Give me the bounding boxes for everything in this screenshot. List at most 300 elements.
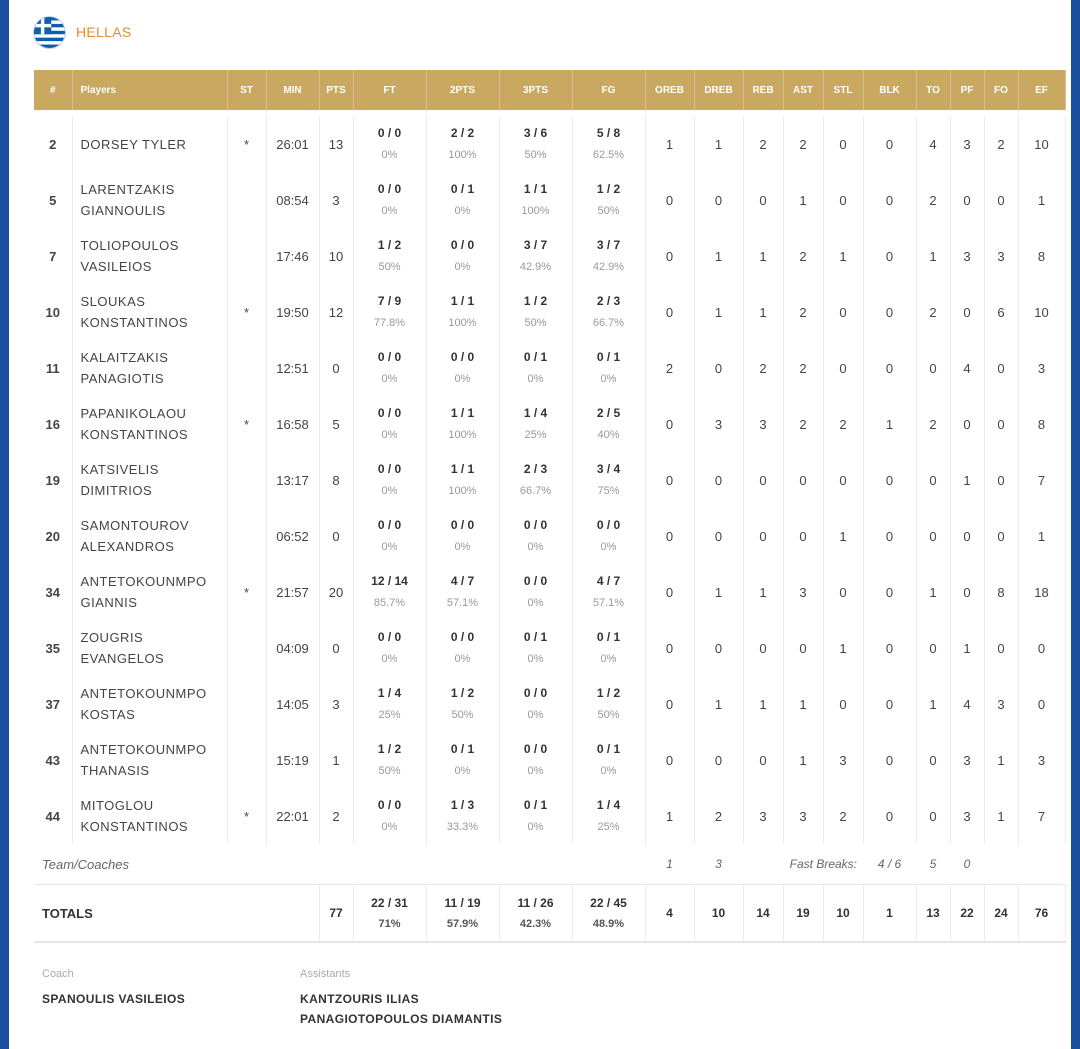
player-name-cell[interactable] (72, 396, 227, 452)
p2-percentage: 0% (454, 541, 471, 553)
totals-p2-percentage: 57.9% (446, 917, 479, 930)
ef-cell: 10 (1018, 116, 1065, 172)
p3-percentage: 0% (527, 653, 544, 665)
ef-cell: 1 (1018, 172, 1065, 228)
ft-made-attempted: 0 / 0 (377, 518, 402, 532)
totals-oreb: 4 (645, 885, 694, 943)
column-header: # (34, 70, 72, 110)
ef-cell: 7 (1018, 788, 1065, 844)
p2-percentage: 100% (448, 149, 477, 161)
fg-cell (572, 564, 645, 620)
player-name[interactable]: KATSIVELIS DIMITRIOS (80, 462, 159, 498)
ft-percentage: 0% (381, 821, 398, 833)
ft-made-attempted: 1 / 4 (377, 686, 402, 700)
p2-made-attempted: 1 / 1 (450, 462, 475, 476)
pf-cell: 4 (950, 676, 984, 732)
ft-cell (353, 676, 426, 732)
minutes-cell: 12:51 (266, 340, 319, 396)
ast-cell: 0 (783, 508, 823, 564)
p3-made-attempted: 0 / 0 (523, 574, 548, 588)
column-header: Players (72, 70, 227, 110)
p3-percentage: 0% (527, 597, 544, 609)
fo-cell: 0 (984, 620, 1018, 676)
fg-percentage: 25% (597, 821, 620, 833)
starter-mark: * (227, 396, 266, 452)
points-cell: 1 (319, 732, 353, 788)
player-row[interactable] (34, 732, 1065, 788)
player-number: 19 (34, 452, 72, 508)
starter-mark: * (227, 564, 266, 620)
totals-dreb: 10 (694, 885, 743, 943)
player-number: 16 (34, 396, 72, 452)
ft-percentage: 0% (381, 205, 398, 217)
starter-mark (227, 228, 266, 284)
to-cell: 1 (916, 676, 950, 732)
totals-p3-percentage: 42.3% (519, 917, 552, 930)
team-name[interactable]: HELLAS (76, 24, 132, 40)
stl-cell: 0 (823, 452, 863, 508)
fg-made-attempted: 1 / 4 (596, 798, 621, 812)
p3-cell (499, 788, 572, 844)
to-cell: 1 (916, 564, 950, 620)
ft-cell (353, 564, 426, 620)
p3-made-attempted: 0 / 0 (523, 742, 548, 756)
stl-cell: 0 (823, 340, 863, 396)
fg-made-attempted: 5 / 8 (596, 126, 621, 140)
p3-percentage: 0% (527, 765, 544, 777)
oreb-cell: 0 (645, 452, 694, 508)
table-header-row (34, 70, 1065, 110)
points-cell: 5 (319, 396, 353, 452)
p3-made-attempted: 3 / 6 (523, 126, 548, 140)
to-cell: 0 (916, 620, 950, 676)
fg-made-attempted: 0 / 1 (596, 630, 621, 644)
reb-cell: 0 (743, 508, 783, 564)
fg-cell (572, 676, 645, 732)
player-name[interactable]: ANTETOKOUNMPO (80, 742, 207, 757)
ast-cell: 2 (783, 228, 823, 284)
stl-cell: 2 (823, 788, 863, 844)
ast-cell: 2 (783, 116, 823, 172)
reb-cell: 0 (743, 452, 783, 508)
points-cell: 3 (319, 676, 353, 732)
minutes-cell: 21:57 (266, 564, 319, 620)
minutes-cell: 17:46 (266, 228, 319, 284)
team-coaches-label: Team/Coaches (42, 856, 129, 872)
fg-made-attempted: 3 / 4 (596, 462, 621, 476)
column-header: STL (823, 70, 863, 110)
fo-cell: 8 (984, 564, 1018, 620)
dreb-cell: 0 (694, 508, 743, 564)
pf-cell: 3 (950, 788, 984, 844)
column-header: OREB (645, 70, 694, 110)
blk-cell: 0 (863, 676, 916, 732)
totals-fg-percentage: 48.9% (592, 917, 625, 930)
ef-cell: 1 (1018, 508, 1065, 564)
minutes-cell: 26:01 (266, 116, 319, 172)
player-name[interactable]: SAMONTOUROV (80, 518, 190, 533)
reb-cell: 0 (743, 620, 783, 676)
dreb-cell: 0 (694, 452, 743, 508)
minutes-cell: 13:17 (266, 452, 319, 508)
points-cell: 0 (319, 508, 353, 564)
p2-percentage: 100% (448, 317, 477, 329)
fg-cell (572, 228, 645, 284)
ef-cell: 7 (1018, 452, 1065, 508)
totals-ft-cell (353, 885, 426, 943)
points-cell: 0 (319, 340, 353, 396)
fg-percentage: 75% (597, 485, 620, 497)
team-coaches-row (34, 844, 1065, 885)
dreb-cell: 0 (694, 732, 743, 788)
points-cell: 10 (319, 228, 353, 284)
ft-cell (353, 172, 426, 228)
reb-cell: 1 (743, 228, 783, 284)
p3-cell (499, 172, 572, 228)
dreb-cell: 1 (694, 564, 743, 620)
p2-made-attempted: 0 / 0 (450, 350, 475, 364)
oreb-cell: 0 (645, 620, 694, 676)
player-name[interactable]: ANTETOKOUNMPO (80, 574, 207, 589)
player-row[interactable] (34, 564, 1065, 620)
player-name-line2[interactable]: KOSTAS (80, 707, 136, 722)
fo-cell: 6 (984, 284, 1018, 340)
fg-percentage: 0% (600, 653, 617, 665)
totals-fg-cell (572, 885, 645, 943)
player-name[interactable]: TOLIOPOULOS (80, 238, 179, 253)
player-row[interactable] (34, 676, 1065, 732)
totals-ast: 19 (783, 885, 823, 943)
fg-cell (572, 172, 645, 228)
minutes-cell: 15:19 (266, 732, 319, 788)
fg-made-attempted: 4 / 7 (596, 574, 621, 588)
stl-cell: 1 (823, 620, 863, 676)
player-name-cell[interactable] (72, 788, 227, 844)
ft-cell (353, 620, 426, 676)
player-number: 43 (34, 732, 72, 788)
p3-made-attempted: 1 / 2 (523, 294, 548, 308)
p2-percentage: 0% (454, 373, 471, 385)
ef-cell: 3 (1018, 732, 1065, 788)
fo-cell: 0 (984, 452, 1018, 508)
player-name-cell[interactable] (72, 452, 227, 508)
assistants-label: Assistants (300, 968, 351, 980)
ef-cell: 8 (1018, 396, 1065, 452)
player-name-line2[interactable]: KONSTANTINOS (80, 315, 189, 330)
stl-cell: 0 (823, 116, 863, 172)
dreb-cell: 1 (694, 228, 743, 284)
totals-p3-cell (499, 885, 572, 943)
ft-made-attempted: 0 / 0 (377, 182, 402, 196)
dreb-cell: 1 (694, 284, 743, 340)
to-cell: 1 (916, 228, 950, 284)
reb-cell: 0 (743, 172, 783, 228)
player-number: 2 (34, 116, 72, 172)
totals-to: 13 (916, 885, 950, 943)
p2-made-attempted: 0 / 0 (450, 518, 475, 532)
p3-made-attempted: 0 / 1 (523, 350, 548, 364)
totals-p3-made-attempted: 11 / 26 (517, 895, 554, 910)
starter-mark: * (227, 284, 266, 340)
stl-cell: 1 (823, 508, 863, 564)
player-name-line2[interactable]: GIANNIS (80, 595, 138, 610)
fg-cell (572, 340, 645, 396)
dreb-cell: 2 (694, 788, 743, 844)
pf-cell: 0 (950, 396, 984, 452)
fg-percentage: 0% (600, 541, 617, 553)
reb-cell: 1 (743, 284, 783, 340)
player-row[interactable] (34, 284, 1065, 340)
p3-percentage: 0% (527, 821, 544, 833)
fg-made-attempted: 1 / 2 (596, 182, 621, 196)
oreb-cell: 0 (645, 732, 694, 788)
fg-made-attempted: 1 / 2 (596, 686, 621, 700)
player-name[interactable]: SLOUKAS (80, 294, 146, 309)
boxscore-table (34, 70, 1066, 943)
stl-cell: 3 (823, 732, 863, 788)
blk-cell: 0 (863, 340, 916, 396)
totals-points: 77 (319, 885, 353, 943)
pf-cell: 3 (950, 228, 984, 284)
ft-cell (353, 396, 426, 452)
ft-percentage: 85.7% (373, 597, 406, 609)
ast-cell: 2 (783, 284, 823, 340)
ast-cell: 2 (783, 340, 823, 396)
player-name-cell[interactable] (72, 116, 227, 172)
ft-percentage: 0% (381, 373, 398, 385)
player-name-cell[interactable] (72, 172, 227, 228)
starter-mark (227, 172, 266, 228)
column-header: TO (916, 70, 950, 110)
player-number: 5 (34, 172, 72, 228)
player-name-line2[interactable]: ALEXANDROS (80, 539, 175, 554)
ft-cell (353, 508, 426, 564)
ef-cell: 18 (1018, 564, 1065, 620)
totals-ft-percentage: 71% (378, 917, 401, 930)
fo-cell: 0 (984, 340, 1018, 396)
player-name-line2[interactable]: THANASIS (80, 763, 150, 778)
player-row[interactable] (34, 396, 1065, 452)
dreb-cell: 1 (694, 676, 743, 732)
p2-cell (426, 172, 499, 228)
fg-percentage: 50% (597, 205, 620, 217)
ast-cell: 1 (783, 676, 823, 732)
player-name-cell[interactable] (72, 284, 227, 340)
blk-cell: 0 (863, 228, 916, 284)
fg-percentage: 0% (600, 765, 617, 777)
assistant-name: PANAGIOTOPOULOS DIAMANTIS (300, 1012, 503, 1026)
player-name[interactable]: MITOGLOU (80, 798, 154, 813)
to-cell: 0 (916, 732, 950, 788)
p2-percentage: 57.1% (446, 597, 479, 609)
p3-made-attempted: 0 / 1 (523, 798, 548, 812)
player-name-cell[interactable] (72, 564, 227, 620)
pf-cell: 3 (950, 732, 984, 788)
coach-section (42, 968, 185, 1009)
blk-cell: 1 (863, 396, 916, 452)
player-row[interactable] (34, 452, 1065, 508)
ast-cell: 3 (783, 564, 823, 620)
player-name[interactable]: KALAITZAKIS (80, 350, 169, 365)
p2-cell (426, 732, 499, 788)
ft-percentage: 25% (378, 709, 401, 721)
fg-made-attempted: 3 / 7 (596, 238, 621, 252)
minutes-cell: 06:52 (266, 508, 319, 564)
team-header (34, 14, 132, 50)
totals-ef: 76 (1018, 885, 1065, 943)
ft-percentage: 77.8% (373, 317, 406, 329)
points-cell: 12 (319, 284, 353, 340)
ft-cell (353, 788, 426, 844)
player-name-cell[interactable] (72, 732, 227, 788)
player-number: 20 (34, 508, 72, 564)
p2-percentage: 0% (454, 261, 471, 273)
oreb-cell: 0 (645, 228, 694, 284)
p2-percentage: 0% (454, 765, 471, 777)
ft-made-attempted: 0 / 0 (377, 630, 402, 644)
team-to: 5 (929, 857, 937, 871)
ft-made-attempted: 0 / 0 (377, 406, 402, 420)
totals-fg-made-attempted: 22 / 45 (590, 895, 627, 910)
starter-mark: * (227, 788, 266, 844)
player-row[interactable] (34, 340, 1065, 396)
ft-percentage: 0% (381, 541, 398, 553)
ft-made-attempted: 0 / 0 (377, 126, 402, 140)
player-number: 10 (34, 284, 72, 340)
p3-cell (499, 396, 572, 452)
player-row[interactable] (34, 788, 1065, 844)
player-name-line2[interactable]: PANAGIOTIS (80, 371, 164, 386)
player-name[interactable]: PAPANIKOLAOU (80, 406, 187, 421)
p3-percentage: 50% (524, 149, 547, 161)
fg-percentage: 0% (600, 373, 617, 385)
player-name-line2[interactable]: VASILEIOS (80, 259, 152, 274)
dreb-cell: 1 (694, 116, 743, 172)
player-number: 34 (34, 564, 72, 620)
p3-percentage: 25% (524, 429, 547, 441)
player-name[interactable]: ANTETOKOUNMPO (80, 686, 207, 701)
starter-mark: * (227, 116, 266, 172)
blk-cell: 0 (863, 620, 916, 676)
player-name[interactable]: LARENTZAKIS (80, 182, 175, 197)
p2-made-attempted: 1 / 1 (450, 294, 475, 308)
fo-cell: 0 (984, 172, 1018, 228)
player-name-line2[interactable]: GIANNOULIS (80, 203, 166, 218)
minutes-cell: 04:09 (266, 620, 319, 676)
p2-percentage: 50% (451, 709, 474, 721)
ft-percentage: 0% (381, 149, 398, 161)
fo-cell: 2 (984, 116, 1018, 172)
fg-percentage: 62.5% (592, 149, 625, 161)
player-row[interactable] (34, 508, 1065, 564)
player-row[interactable] (34, 172, 1065, 228)
ft-cell (353, 116, 426, 172)
pf-cell: 0 (950, 508, 984, 564)
column-header: MIN (266, 70, 319, 110)
starter-mark (227, 620, 266, 676)
blk-cell: 0 (863, 284, 916, 340)
fg-cell (572, 620, 645, 676)
points-cell: 2 (319, 788, 353, 844)
p3-made-attempted: 1 / 4 (523, 406, 548, 420)
blk-cell: 0 (863, 116, 916, 172)
fg-percentage: 50% (597, 709, 620, 721)
minutes-cell: 08:54 (266, 172, 319, 228)
player-name[interactable]: ZOUGRIS EVANGELOS (80, 630, 165, 666)
p3-percentage: 50% (524, 317, 547, 329)
pf-cell: 0 (950, 284, 984, 340)
dreb-cell: 0 (694, 620, 743, 676)
minutes-cell: 19:50 (266, 284, 319, 340)
totals-row (34, 885, 1065, 943)
fg-made-attempted: 0 / 0 (596, 518, 621, 532)
pf-cell: 0 (950, 564, 984, 620)
player-name-line2[interactable]: KONSTANTINOS (80, 427, 189, 442)
dreb-cell: 0 (694, 172, 743, 228)
column-header: REB (743, 70, 783, 110)
fg-made-attempted: 0 / 1 (596, 742, 621, 756)
p2-cell (426, 620, 499, 676)
player-name-cell[interactable] (72, 620, 227, 676)
ast-cell: 1 (783, 732, 823, 788)
p2-cell (426, 676, 499, 732)
ast-cell: 3 (783, 788, 823, 844)
player-row[interactable] (34, 228, 1065, 284)
player-name-cell[interactable] (72, 676, 227, 732)
starter-mark (227, 340, 266, 396)
pf-cell: 0 (950, 172, 984, 228)
ft-cell (353, 228, 426, 284)
blk-cell: 0 (863, 452, 916, 508)
p3-percentage: 42.9% (519, 261, 552, 273)
p3-cell (499, 284, 572, 340)
totals-ft-made-attempted: 22 / 31 (371, 895, 408, 910)
fo-cell: 0 (984, 508, 1018, 564)
p2-cell (426, 116, 499, 172)
player-name-cell[interactable] (72, 228, 227, 284)
player-name[interactable]: DORSEY TYLER (80, 136, 187, 152)
fo-cell: 1 (984, 732, 1018, 788)
blk-cell: 0 (863, 732, 916, 788)
ft-made-attempted: 0 / 0 (377, 798, 402, 812)
fg-cell (572, 116, 645, 172)
player-name-cell[interactable] (72, 340, 227, 396)
p3-made-attempted: 0 / 0 (523, 686, 548, 700)
totals-reb: 14 (743, 885, 783, 943)
p2-made-attempted: 4 / 7 (450, 574, 475, 588)
player-name-line2[interactable]: KONSTANTINOS (80, 819, 189, 834)
oreb-cell: 0 (645, 396, 694, 452)
p3-cell (499, 508, 572, 564)
player-row[interactable] (34, 620, 1065, 676)
stl-cell: 1 (823, 228, 863, 284)
ft-made-attempted: 1 / 2 (377, 238, 402, 252)
totals-blk: 1 (863, 885, 916, 943)
totals-stl: 10 (823, 885, 863, 943)
column-header: ST (227, 70, 266, 110)
column-header: PTS (319, 70, 353, 110)
player-row[interactable] (34, 116, 1065, 172)
p2-made-attempted: 0 / 1 (450, 182, 475, 196)
p3-cell (499, 620, 572, 676)
oreb-cell: 0 (645, 564, 694, 620)
p2-cell (426, 228, 499, 284)
coach-name: SPANOULIS VASILEIOS (42, 992, 186, 1006)
fg-percentage: 42.9% (592, 261, 625, 273)
p3-percentage: 100% (521, 205, 550, 217)
player-number: 44 (34, 788, 72, 844)
player-name-cell[interactable] (72, 508, 227, 564)
